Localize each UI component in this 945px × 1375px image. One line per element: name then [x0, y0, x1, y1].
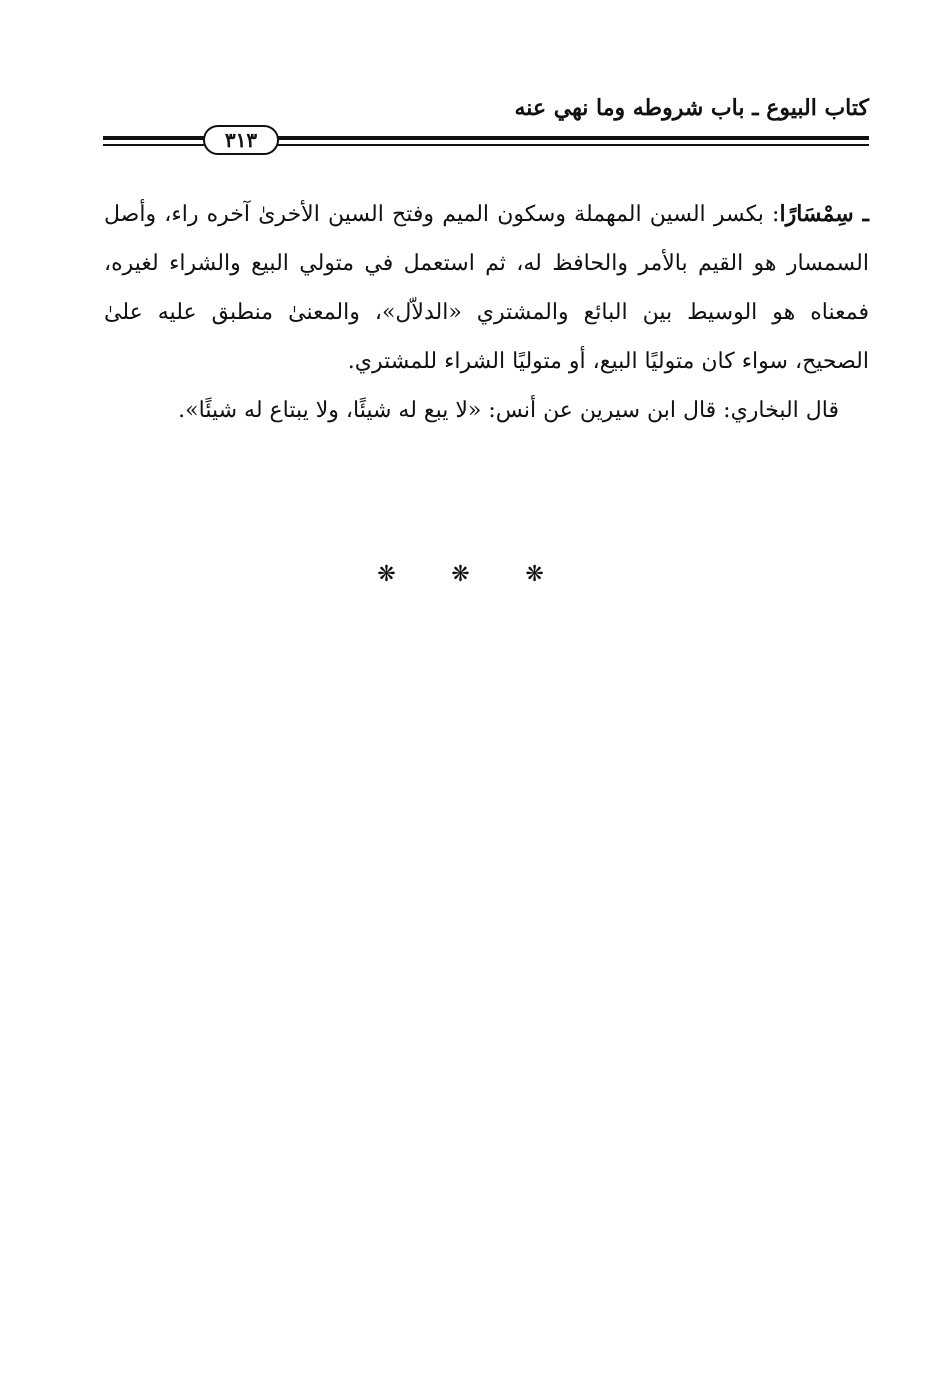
entry-term: ـ سِمْسَارًا [779, 201, 869, 227]
entry-text: : بكسر السين المهملة وسكون الميم وفتح السين الأخرىٰ آخره راء، وأصل السمسار هو القيم بالأمر والحافظ له، ثم استعمل في متولي البيع والشراء لغيره، فمعناه هو الوسيط بين البائع والمشتري «الدلاّل»، والمعنىٰ منطبق عليه علىٰ الصحيح، سواء كان متوليًا البيع، أو متوليًا الشراء للمشتري. [104, 202, 869, 374]
body-text [104, 190, 869, 435]
definition-paragraph [104, 190, 869, 386]
section-separator: ❋ ❋ ❋ [377, 562, 568, 587]
page-number: ٣١٣ [203, 125, 279, 155]
quote-paragraph: قال البخاري: قال ابن سيرين عن أنس: «لا يبع له شيئًا، ولا يبتاع له شيئًا». [178, 398, 839, 423]
running-title: كتاب البيوع ـ باب شروطه وما نهي عنه [514, 95, 869, 121]
